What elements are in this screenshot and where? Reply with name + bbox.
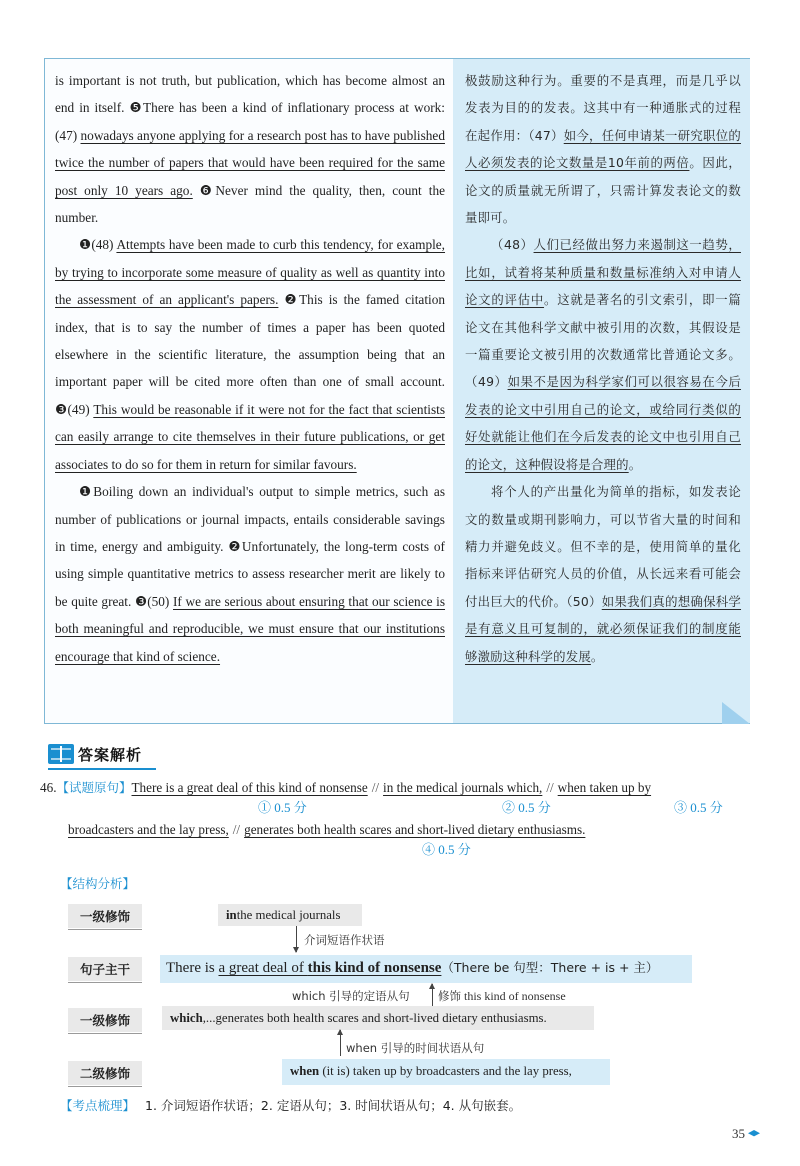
level-1-modifier-label-2: 一级修饰 — [68, 1008, 142, 1032]
answer-section-header — [48, 742, 142, 766]
en-paragraph-3: ❶Boiling down an individual's output to simple metrics, such as number of publications or journal impacts, entails considerable savings in time, energy and ambiguity. ❷Unfortunately, the long-term costs of using simple quantitative metrics to assess researcher merit are likely to be quite great. ❸(50) If we are serious about ensuring that our science is both meaningful and reproducible, we must ensure that our institutions encourage that kind of science. — [55, 484, 446, 664]
chinese-translation-column — [453, 59, 750, 723]
sentence-marker: ❶ — [79, 484, 94, 500]
segment-separator: // — [232, 822, 241, 837]
page-curl-decoration — [722, 702, 750, 724]
bilingual-passage-box — [44, 58, 750, 724]
level-2-modifier-label: 二级修饰 — [68, 1061, 142, 1085]
sentence-marker: ❸ — [134, 593, 148, 609]
graduation-cap-icon — [748, 1130, 760, 1138]
arrow-down — [296, 926, 297, 952]
book-icon — [48, 744, 74, 764]
score-2: ② 0.5 分 — [502, 800, 551, 815]
segment-2: in the medical journals which, — [383, 780, 543, 795]
cn-paragraph-3: 将个人的产出量化为简单的指标，如发表论文的数量或期刊影响力，可以节省大量的时间和精力并避免歧义。但不幸的是，使用简单的量化指标来评估研究人员的价值，从长远来看可能会付出巨大的代价。（50）如果我们真的想确保科学是有意义且可复制的，就必须保证我们的制度能够激励这种科学的发展。 — [465, 484, 742, 664]
cn-underlined-47: 如今，任何申请某一研究职位的人必须发表的论文数量是10年前的两倍 — [465, 127, 741, 171]
main-clause: There is a great deal of this kind of nonsense（There be 句型：There + is + 主） — [166, 960, 659, 976]
sentence-marker: ❶ — [79, 237, 92, 253]
header-underline — [48, 768, 156, 770]
score-1: ① 0.5 分 — [258, 800, 307, 815]
arrow-up — [340, 1030, 341, 1056]
sentence-marker: ❸ — [55, 401, 68, 417]
key-points-tag: 【考点梳理】 — [60, 1098, 136, 1113]
score-3: ③ 0.5 分 — [674, 800, 723, 815]
segment-3b: broadcasters and the lay press, — [68, 822, 229, 837]
prep-phrase-note: 介词短语作状语 — [304, 933, 385, 947]
underlined-sentence-50: If we are serious about ensuring that our science is both meaningful and reproducible, we must ensure that our institutions encourage that kind of science. — [55, 593, 446, 664]
segment-3a: when taken up by — [557, 780, 652, 795]
time-clause-note: when 引导的时间状语从句 — [346, 1041, 485, 1055]
cn-paragraph-2: （48）人们已经做出努力来遏制这一趋势，比如，试着将某种质量和数量标准纳入对申请人论文的评估中。这就是著名的引文索引，即一篇论文在其他科学文献中被引用的次数，其假设是一篇重要论文被引用的次数通常比普通论文多。（49）如果不是因为科学家们可以很容易在今后发表的论文中引用自己的论文，或给同行类似的好处就能让他们在今后发表的论文中也引用自己的论文，这种假设将是合理的。 — [465, 237, 742, 472]
segment-4: generates both health scares and short-lived dietary enthusiasms. — [244, 822, 586, 837]
score-4: ④ 0.5 分 — [422, 842, 471, 857]
page-number: 35 — [732, 1126, 760, 1142]
chinese-passage — [465, 67, 741, 670]
original-sentence-tag: 【试题原句】 — [56, 780, 132, 795]
cn-underlined-48: 人们已经做出努力来遏制这一趋势，比如，试着将某种质量和数量标准纳入对申请人论文的评估中 — [465, 237, 741, 308]
segment-separator: // — [546, 780, 554, 795]
sentence-marker: ❷ — [284, 292, 300, 308]
cn-underlined-49: 如果不是因为科学家们可以很容易在今后发表的论文中引用自己的论文，或给同行类似的好处就能让他们在今后发表的论文中也引用自己的论文，这种假设将是合理的 — [465, 374, 741, 472]
level-1-modifier-label: 一级修饰 — [68, 904, 142, 928]
underlined-sentence-49: This would be reasonable if it were not for the fact that scientists can easily arrange to cite themselves in their future publications, or get associates to do so for them in return for similar favours. — [55, 401, 446, 472]
relative-clause-target: 修饰 this kind of nonsense — [438, 989, 566, 1003]
underlined-sentence-47: nowadays anyone applying for a research post has to have published twice the number of papers that would have been required for the same post only 10 years ago. — [55, 127, 445, 198]
en-paragraph-1: is important is not truth, but publication, which has become almost an end in itself. ❺There has been a kind of inflationary process at work: (47) nowadays anyone applying for a research post has to have published twice the number of papers that would have been required for the same post only 10 years ago. ❻Never mind the quality, then, count the number. — [55, 73, 446, 226]
answer-section-title: 答案解析 — [78, 745, 143, 764]
en-paragraph-2: ❶(48) Attempts have been made to curb this tendency, for example, by trying to incorporate some measure of quality as well as quantity into the assessment of an applicant's papers. ❷This is the famed citation index, that is to say the number of times a paper has been quoted elsewhere in the scientific literature, the assumption being that an important paper will be cited more often than one of small account. ❸(49) This would be reasonable if it were not for the fact that scientists can easily arrange to cite themselves in their future publications, or get associates to do so for them in return for similar favours. — [55, 237, 446, 472]
relative-clause-note: which 引导的定语从句 — [292, 989, 410, 1003]
cn-paragraph-1: 极鼓励这种行为。重要的不是真理，而是几乎以发表为目的的发表。这其中有一种通胀式的过程在起作用：（47）如今，任何申请某一研究职位的人必须发表的论文数量是10年前的两倍。因此，论文的质量就无所谓了，只需计算发表论文的数量即可。 — [465, 73, 741, 226]
english-passage — [55, 67, 445, 670]
prep-phrase-box: in the medical journals — [218, 904, 362, 926]
sentence-marker: ❻ — [199, 182, 216, 198]
question-number: 46. — [40, 780, 57, 795]
underlined-sentence-48: Attempts have been made to curb this tendency, for example, by trying to incorporate some measure of quality as well as quantity into the assessment of an applicant's papers. — [55, 237, 446, 308]
which-clause-box: which ,...generates both health scares and short-lived dietary enthusiasms. — [162, 1006, 594, 1030]
question-46 — [40, 778, 760, 857]
key-points — [60, 1096, 521, 1114]
sentence-marker: ❺ — [129, 100, 144, 116]
cn-underlined-50: 如果我们真的想确保科学是有意义且可复制的，就必须保证我们的制度能够激励这种科学的发展 — [465, 593, 742, 664]
segment-1: There is a great deal of this kind of nonsense — [131, 780, 368, 795]
sentence-marker: ❷ — [228, 538, 242, 554]
when-clause: when (it is) taken up by broadcasters and the lay press, — [290, 1064, 572, 1078]
main-clause-label: 句子主干 — [68, 957, 142, 981]
structure-analysis-tag: 【结构分析】 — [60, 876, 136, 891]
segment-separator: // — [371, 780, 380, 795]
key-points-text: 1. 介词短语作状语；2. 定语从句；3. 时间状语从句；4. 从句嵌套。 — [145, 1098, 522, 1113]
